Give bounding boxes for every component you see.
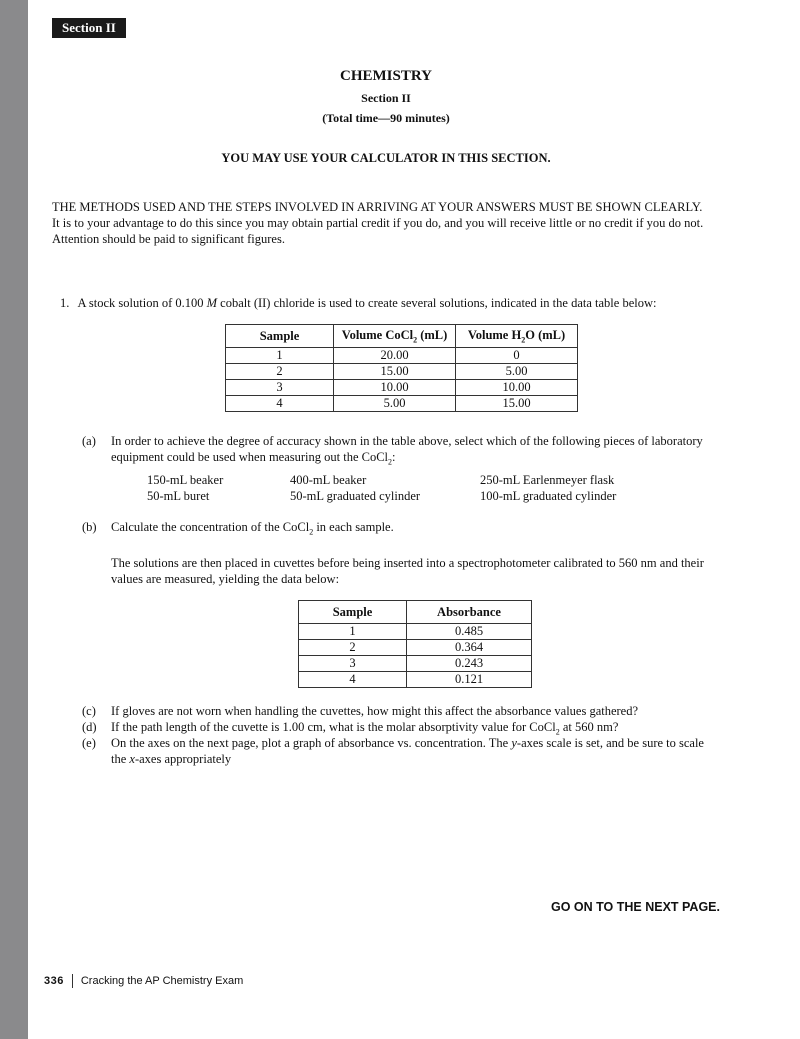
absorbance-table	[298, 600, 532, 688]
table-cell: 2	[299, 640, 407, 656]
table-cell: 2	[226, 364, 334, 380]
instructions-line: THE METHODS USED AND THE STEPS INVOLVED IN ARRIVING AT YOUR ANSWERS MUST BE SHOWN CLEARLY.	[52, 200, 703, 214]
question-text: cobalt (II) chloride is used to create several solutions, indicated in the data table below:	[217, 296, 657, 310]
table-row	[299, 640, 532, 656]
equipment-option: 150-mL beaker	[147, 473, 224, 487]
part-label: (b)	[82, 520, 97, 534]
part-text: On the axes on the next page, plot a graph of absorbance vs. concentration. The y-axes scale is set, and be sure to scale	[111, 736, 704, 750]
part-e	[82, 735, 732, 767]
part-b	[82, 519, 732, 587]
part-text: In order to achieve the degree of accuracy shown in the table above, select which of the following pieces of laboratory	[111, 434, 703, 448]
part-label: (e)	[82, 736, 96, 750]
equipment-option: 50-mL buret	[147, 489, 210, 503]
part-text: values are measured, yielding the data below:	[111, 571, 340, 586]
equipment-option: 100-mL graduated cylinder	[480, 489, 617, 503]
part-text: If gloves are not worn when handling the cuvettes, how might this affect the absorbance values gathered?	[111, 704, 639, 718]
table-row	[226, 396, 578, 412]
part-label: (a)	[82, 434, 96, 448]
question-text: A stock solution of 0.100	[77, 296, 207, 310]
part-text: The solutions are then placed in cuvettes before being inserted into a spectrophotometer calibrated to 560 nm and their	[111, 555, 704, 570]
equipment-option: 250-mL Earlenmeyer flask	[480, 473, 615, 487]
table-row	[226, 364, 578, 380]
instructions-line: It is to your advantage to do this since you may obtain partial credit if you do, and you will receive little or no credit if you do not.	[52, 216, 704, 230]
instructions-line: Attention should be paid to significant figures.	[52, 232, 285, 246]
part-text: If the path length of the cuvette is 1.00 cm, what is the molar absorptivity value for CoCl$_2$ at 560 nm?	[111, 720, 619, 737]
table-row	[226, 380, 578, 396]
page-side-bar	[0, 0, 28, 1039]
molarity-symbol: M	[206, 296, 218, 310]
table-cell: 10.00	[456, 380, 578, 396]
question-1	[60, 296, 740, 311]
table-cell: 0.364	[407, 640, 532, 656]
page-title: CHEMISTRY	[340, 68, 432, 84]
question-number: 1.	[60, 296, 70, 310]
table-cell: 3	[299, 656, 407, 672]
calculator-notice: YOU MAY USE YOUR CALCULATOR IN THIS SECTION.	[221, 151, 551, 165]
part-a	[82, 433, 732, 471]
table-row	[226, 348, 578, 364]
part-text: equipment could be used when measuring out the CoCl$_2$:	[111, 450, 396, 467]
table-cell: 10.00	[334, 380, 456, 396]
part-label: (d)	[82, 720, 97, 734]
table-header-absorbance: Absorbance	[407, 601, 532, 624]
table-cell: 0.243	[407, 656, 532, 672]
table-cell: 0.485	[407, 624, 532, 640]
table-cell: 5.00	[456, 364, 578, 380]
table-cell: 4	[299, 672, 407, 688]
table-cell: 1	[226, 348, 334, 364]
table-header-sample: Sample	[226, 325, 334, 348]
equipment-option: 50-mL graduated cylinder	[290, 489, 421, 503]
go-next-page: GO ON TO THE NEXT PAGE.	[550, 900, 720, 914]
footer-divider	[72, 974, 73, 988]
part-text: the x-axes appropriately	[111, 752, 232, 766]
page-footer	[44, 974, 243, 988]
table-header-cocl2: Volume CoCl$_2$ (mL)	[334, 325, 456, 348]
section-heading: Section II	[361, 91, 411, 105]
table-header-sample: Sample	[299, 601, 407, 624]
instructions	[52, 199, 732, 247]
table-header-h2o: Volume $H_2O$ (mL)	[456, 325, 578, 348]
table-cell: 0.121	[407, 672, 532, 688]
table-cell: 15.00	[334, 364, 456, 380]
table-cell: 15.00	[456, 396, 578, 412]
part-text: Calculate the concentration of the CoCl$_2$ in each sample.	[111, 520, 394, 537]
table-cell: 3	[226, 380, 334, 396]
book-title: Cracking the AP Chemistry Exam	[80, 974, 244, 987]
table-cell: 20.00	[334, 348, 456, 364]
part-c	[82, 703, 732, 719]
time-heading: (Total time—90 minutes)	[322, 111, 450, 125]
equipment-option: 400-mL beaker	[290, 473, 367, 487]
section-tab: Section II	[52, 18, 126, 38]
dilution-table	[225, 324, 578, 412]
page-number: 336	[44, 974, 64, 987]
table-cell: 5.00	[334, 396, 456, 412]
table-cell: 0	[456, 348, 578, 364]
table-row	[299, 672, 532, 688]
table-cell: 1	[299, 624, 407, 640]
part-label: (c)	[82, 704, 96, 718]
table-row	[299, 656, 532, 672]
table-cell: 4	[226, 396, 334, 412]
table-row	[299, 624, 532, 640]
